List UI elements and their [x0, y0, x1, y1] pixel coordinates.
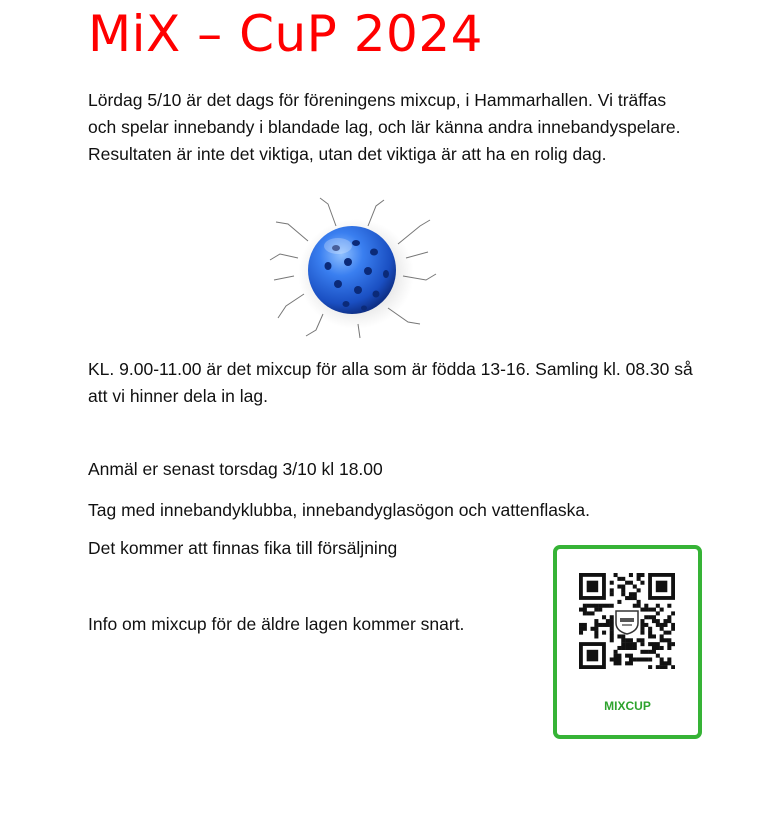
schedule-paragraph: KL. 9.00-11.00 är det mixcup för alla som är födda 13-16. Samling kl. 08.30 så att vi hinner dela in lag. [88, 359, 693, 406]
registration-deadline: Anmäl er senast torsdag 3/10 kl 18.00 [88, 459, 383, 479]
older-teams-info: Info om mixcup för de äldre lagen kommer snart. [88, 614, 465, 634]
equipment-note: Tag med innebandyklubba, innebandyglasögon och vattenflaska. [88, 500, 591, 520]
qr-code-icon[interactable] [579, 573, 675, 669]
page-title: MiX – CuP 2024 [88, 5, 483, 63]
qr-card[interactable] [553, 545, 702, 739]
qr-label: MIXCUP [604, 699, 651, 713]
fika-note: Det kommer att finnas fika till försäljning [88, 538, 398, 558]
intro-paragraph: Lördag 5/10 är det dags för föreningens mixcup, i Hammarhallen. Vi träffas och spelar innebandy i blandade lag, och lär känna andra innebandyspelare. Resultaten är inte det viktiga, utan det viktiga är att ha en rolig dag. [88, 90, 681, 164]
floorball-icon [268, 196, 438, 341]
